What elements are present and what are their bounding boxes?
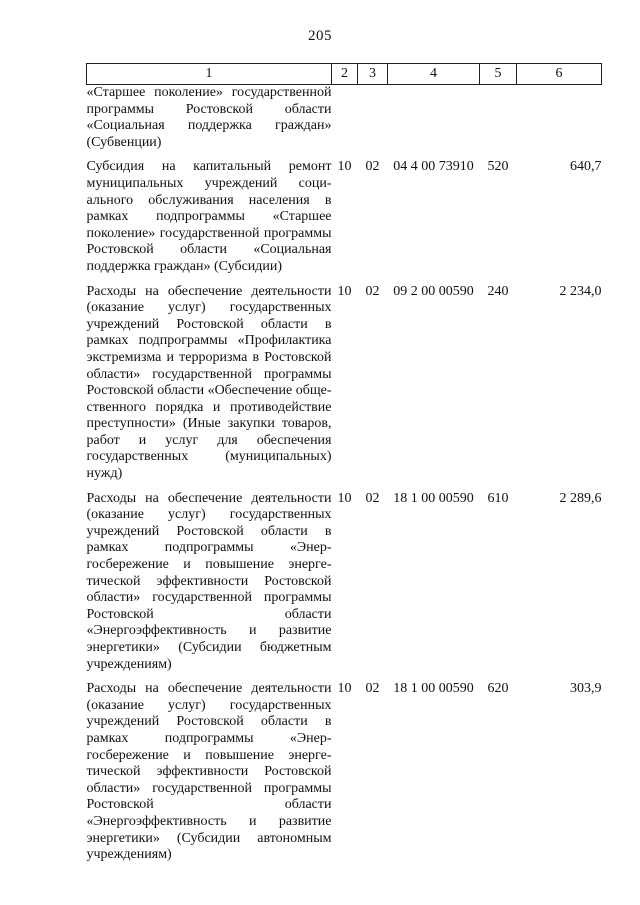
- row-expense-type: 620: [487, 681, 509, 697]
- table-row: [87, 483, 602, 674]
- row-subsection: 02: [365, 159, 380, 175]
- column-header-5: 5: [480, 64, 517, 85]
- row-target-article: 18 1 00 00590: [393, 490, 474, 506]
- row-expense-type: 520: [487, 159, 509, 175]
- table-row: [87, 151, 602, 275]
- row-expense-type: 240: [487, 283, 509, 299]
- column-header-1: 1: [87, 64, 332, 85]
- column-header-6: 6: [517, 64, 602, 85]
- row-expense-type: [480, 85, 517, 152]
- table-row: [87, 276, 602, 483]
- row-section: 10: [337, 681, 352, 697]
- row-description: Расходы на обеспечение деятельности (оказание услуг) государственных учреждений Ростовской области в рамках подпрограммы «Энергосбережение и повышение энергетической эффективности Ростовской области» государственной программы Ростовской области «Энергоэффективность и развитие энергетики» (Субсидии бюджетным учреждениям): [86, 490, 332, 672]
- row-section: 10: [337, 283, 352, 299]
- row-subsection: 02: [365, 283, 380, 299]
- row-description: «Старшее поколение» государственной программы Ростовской области «Социальная поддержка граждан» (Субвенции): [86, 85, 332, 150]
- row-amount: [517, 85, 602, 152]
- row-section: 10: [337, 490, 352, 506]
- table-row: [87, 85, 602, 152]
- row-section: [332, 85, 358, 152]
- row-description: Субсидия на капитальный ремонт муниципальных учреждений социального обслуживания населения в рамках подпрограммы «Старшее поколение» государственной программы Ростовской области «Социальная поддержка граждан» (Субсидии): [86, 159, 332, 274]
- row-subsection: 02: [365, 490, 380, 506]
- row-section: 10: [337, 159, 352, 175]
- budget-table: [86, 63, 602, 864]
- row-target-article: 09 2 00 00590: [393, 283, 474, 299]
- row-amount: 2 289,6: [559, 490, 602, 506]
- table-row: [87, 673, 602, 864]
- row-description: Расходы на обеспечение деятельности (оказание услуг) государственных учреждений Ростовской области в рамках подпрограммы «Профилактика экстремизма и терроризма в Ростовской области» государственной программы Ростовской области «Обеспечение общественного порядка и противодействие преступности» (Иные закупки товаров, работ и услуг для обеспечения государственных (муниципальных) нужд): [86, 283, 332, 482]
- column-header-4: 4: [388, 64, 480, 85]
- row-amount: 2 234,0: [559, 283, 602, 299]
- row-expense-type: 610: [487, 490, 509, 506]
- row-amount: 640,7: [570, 159, 602, 175]
- row-subsection: 02: [365, 681, 380, 697]
- page-number: 205: [308, 28, 332, 44]
- row-target-article: 18 1 00 00590: [393, 681, 474, 697]
- row-description: Расходы на обеспечение деятельности (оказание услуг) государственных учреждений Ростовской области в рамках подпрограммы «Энергосбережение и повышение энергетической эффективности Ростовской области» государственной программы Ростовской области «Энергоэффективность и развитие энергетики» (Субсидии автономным учреждениям): [86, 681, 332, 863]
- column-header-3: 3: [358, 64, 388, 85]
- column-header-2: 2: [332, 64, 358, 85]
- row-subsection: [358, 85, 388, 152]
- column-number-header: [87, 64, 602, 85]
- row-amount: 303,9: [570, 681, 602, 697]
- row-target-article: [388, 85, 480, 152]
- row-target-article: 04 4 00 73910: [393, 159, 474, 175]
